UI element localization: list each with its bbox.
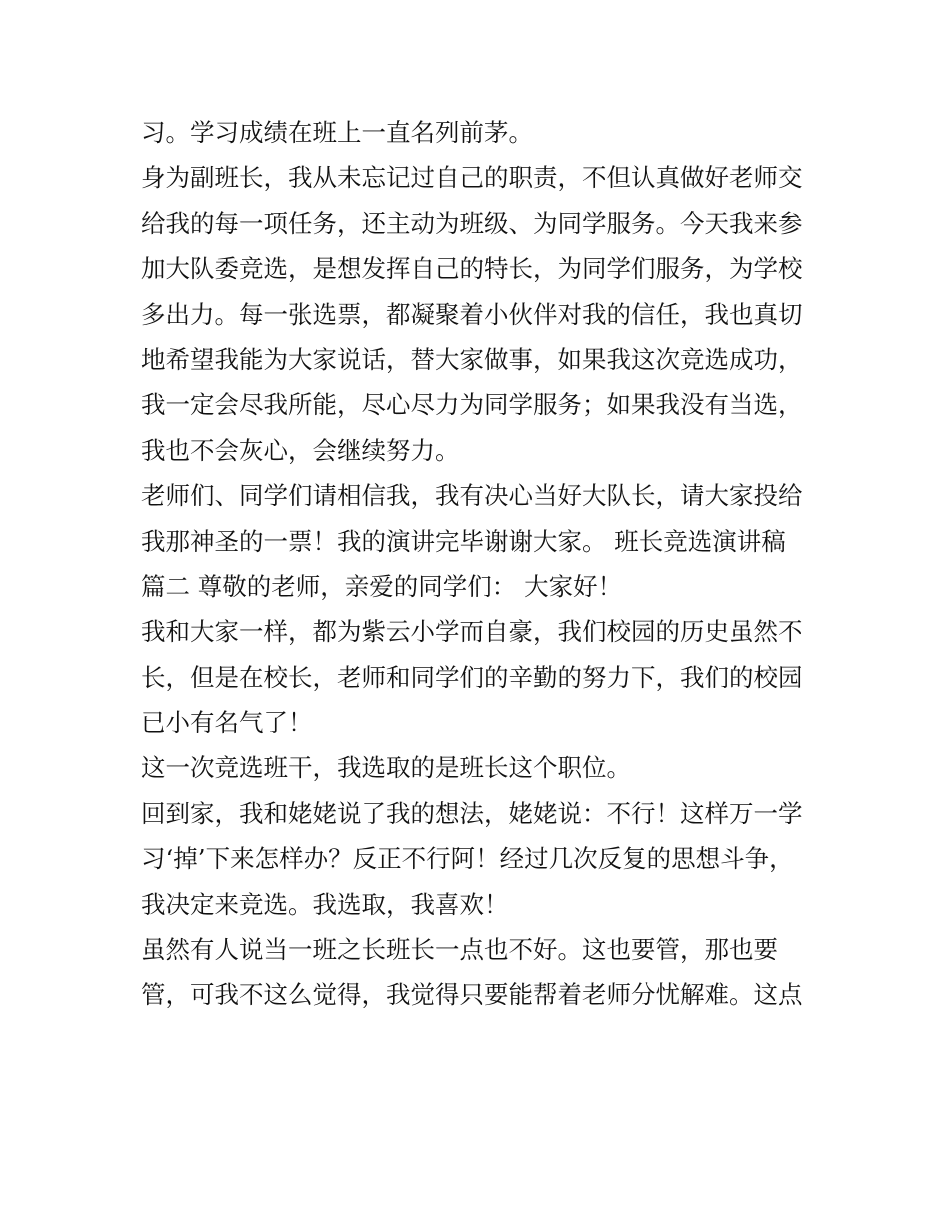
text-line: 习‘掉’下来怎样办？反正不行阿！经过几次反复的思想斗争， [141,844,794,874]
text-line: 我那神圣的一票！我的演讲完毕谢谢大家。 班长竞选演讲稿 [141,526,786,556]
body-text [141,110,821,1018]
text-line: 老师们、同学们请相信我，我有决心当好大队长，请大家投给 [141,481,803,511]
text-line: 回到家，我和姥姥说了我的想法，姥姥说：不行！这样万一学 [141,798,803,828]
text-line: 地希望我能为大家说话，替大家做事，如果我这次竞选成功， [141,344,803,374]
text-line: 给我的每一项任务，还主动为班级、为同学服务。今天我来参 [141,208,803,238]
text-line: 管，可我不这么觉得，我觉得只要能帮着老师分忧解难。这点 [141,980,803,1010]
text-line: 长，但是在校长，老师和同学们的辛勤的努力下，我们的校园 [141,662,803,692]
text-line: 我也不会灰心，会继续努力。 [141,435,460,465]
text-line: 加大队委竞选，是想发挥自己的特长，为同学们服务，为学校 [141,254,803,284]
text-line: 我一定会尽我所能，尽心尽力为同学服务；如果我没有当选， [141,390,803,420]
text-line: 虽然有人说当一班之长班长一点也不好。这也要管，那也要 [141,935,778,965]
text-line: 我决定来竞选。我选取，我喜欢！ [141,889,509,919]
text-line: 篇二 尊敬的老师，亲爱的同学们： 大家好！ [141,571,623,601]
text-line: 身为副班长，我从未忘记过自己的职责，不但认真做好老师交 [141,163,803,193]
text-line: 习。学习成绩在班上一直名列前茅。 [141,118,533,147]
text-line: 多出力。每一张选票，都凝聚着小伙伴对我的信任，我也真切 [141,299,803,329]
text-line: 这一次竞选班干，我选取的是班长这个职位。 [141,753,631,783]
text-line: 我和大家一样，都为紫云小学而自豪，我们校园的历史虽然不 [141,617,803,647]
text-line: 已小有名气了！ [141,708,313,738]
